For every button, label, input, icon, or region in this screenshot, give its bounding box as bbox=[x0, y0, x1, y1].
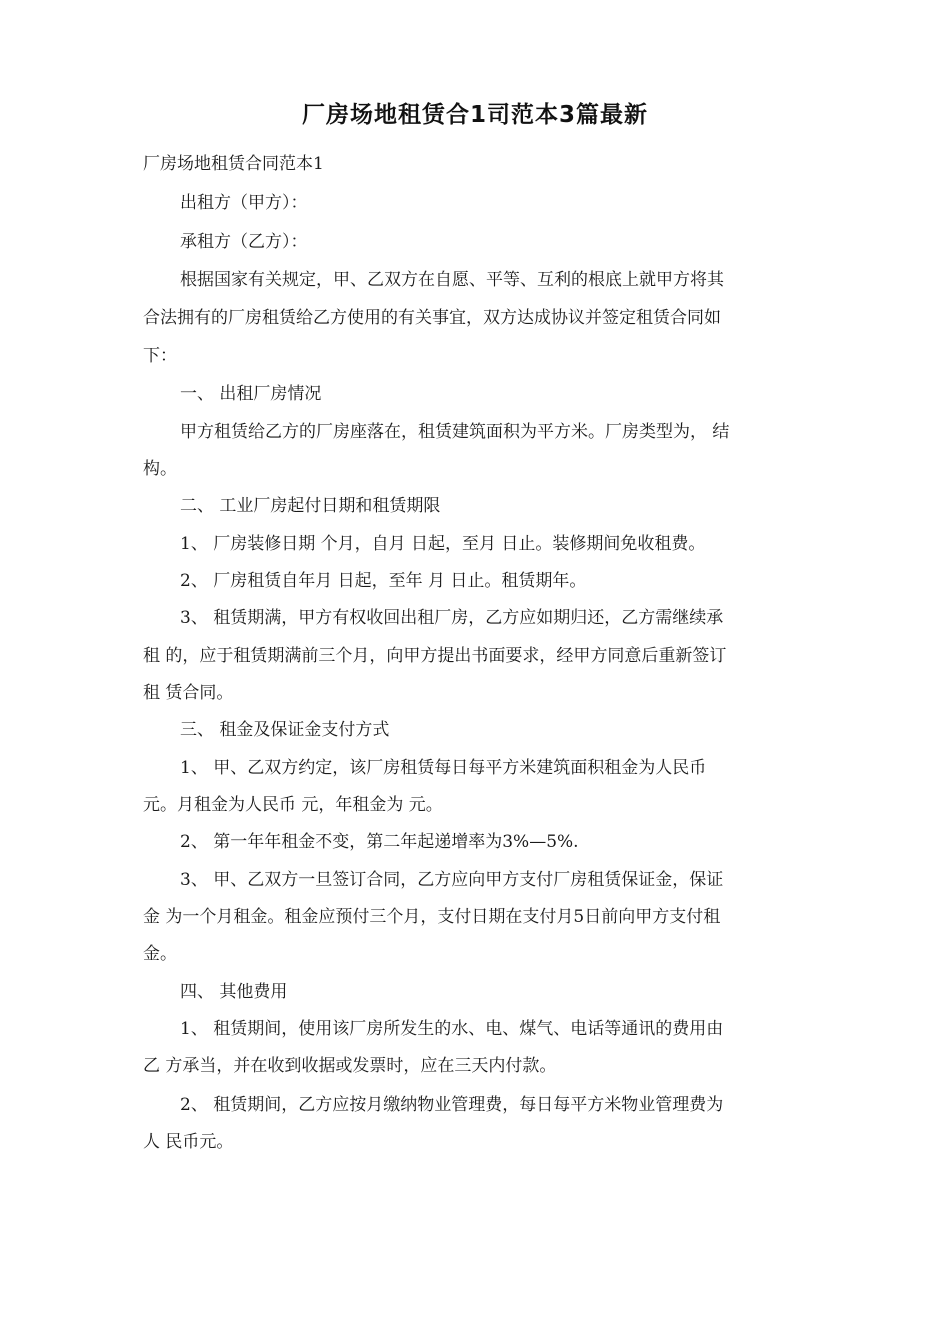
paragraph-line: 出租方（甲方）： bbox=[180, 193, 308, 213]
paragraph-line: 根据国家有关规定，甲、乙双方在自愿、平等、互利的根底上就甲方将其 bbox=[180, 270, 724, 290]
paragraph-line: 下： bbox=[143, 346, 177, 366]
paragraph-line: 乙 方承当，并在收到收据或发票时，应在三天内付款。 bbox=[143, 1056, 557, 1076]
paragraph-line: 金 为一个月租金。租金应预付三个月，支付日期在支付月5日前向甲方支付租 bbox=[143, 907, 721, 927]
paragraph-line: 租 的，应于租赁期满前三个月，向甲方提出书面要求，经甲方同意后重新签订 bbox=[143, 646, 727, 666]
paragraph-line: 2、 租赁期间，乙方应按月缴纳物业管理费，每日每平方米物业管理费为 bbox=[180, 1095, 724, 1115]
paragraph-line: 合法拥有的厂房租赁给乙方使用的有关事宜，双方达成协议并签定租赁合同如 bbox=[143, 308, 721, 328]
paragraph-line: 1、 租赁期间，使用该厂房所发生的水、电、煤气、电话等通讯的费用由 bbox=[180, 1019, 724, 1039]
paragraph-line: 甲方租赁给乙方的厂房座落在，租赁建筑面积为平方米。厂房类型为， 结 bbox=[180, 422, 730, 442]
paragraph-line: 承租方（乙方）： bbox=[180, 232, 308, 252]
paragraph-line: 人 民币元。 bbox=[143, 1132, 234, 1152]
paragraph-line: 2、 厂房租赁自年月 日起，至年 月 日止。租赁期年。 bbox=[180, 571, 587, 591]
section-heading: 四、 其他费用 bbox=[180, 982, 288, 1002]
document-subtitle: 厂房场地租赁合同范本1 bbox=[143, 154, 324, 174]
section-heading: 二、 工业厂房起付日期和租赁期限 bbox=[180, 496, 441, 516]
paragraph-line: 3、 甲、乙双方一旦签订合同，乙方应向甲方支付厂房租赁保证金，保证 bbox=[180, 870, 724, 890]
paragraph-line: 1、 厂房装修日期 个月，自月 日起，至月 日止。装修期间免收租费。 bbox=[180, 534, 706, 554]
paragraph-line: 元。月租金为人民币 元，年租金为 元。 bbox=[143, 795, 443, 815]
document-title: 厂房场地租赁合1司范本3篇最新 bbox=[301, 102, 648, 128]
section-heading: 一、 出租厂房情况 bbox=[180, 384, 322, 404]
paragraph-line: 构。 bbox=[143, 459, 177, 479]
section-heading: 三、 租金及保证金支付方式 bbox=[180, 720, 390, 740]
paragraph-line: 1、 甲、乙双方约定，该厂房租赁每日每平方米建筑面积租金为人民币 bbox=[180, 758, 707, 778]
paragraph-line: 3、 租赁期满，甲方有权收回出租厂房，乙方应如期归还，乙方需继续承 bbox=[180, 608, 724, 628]
paragraph-line: 2、 第一年年租金不变，第二年起递增率为3%—5%. bbox=[180, 832, 579, 852]
paragraph-line: 租 赁合同。 bbox=[143, 683, 234, 703]
paragraph-line: 金。 bbox=[143, 944, 177, 964]
